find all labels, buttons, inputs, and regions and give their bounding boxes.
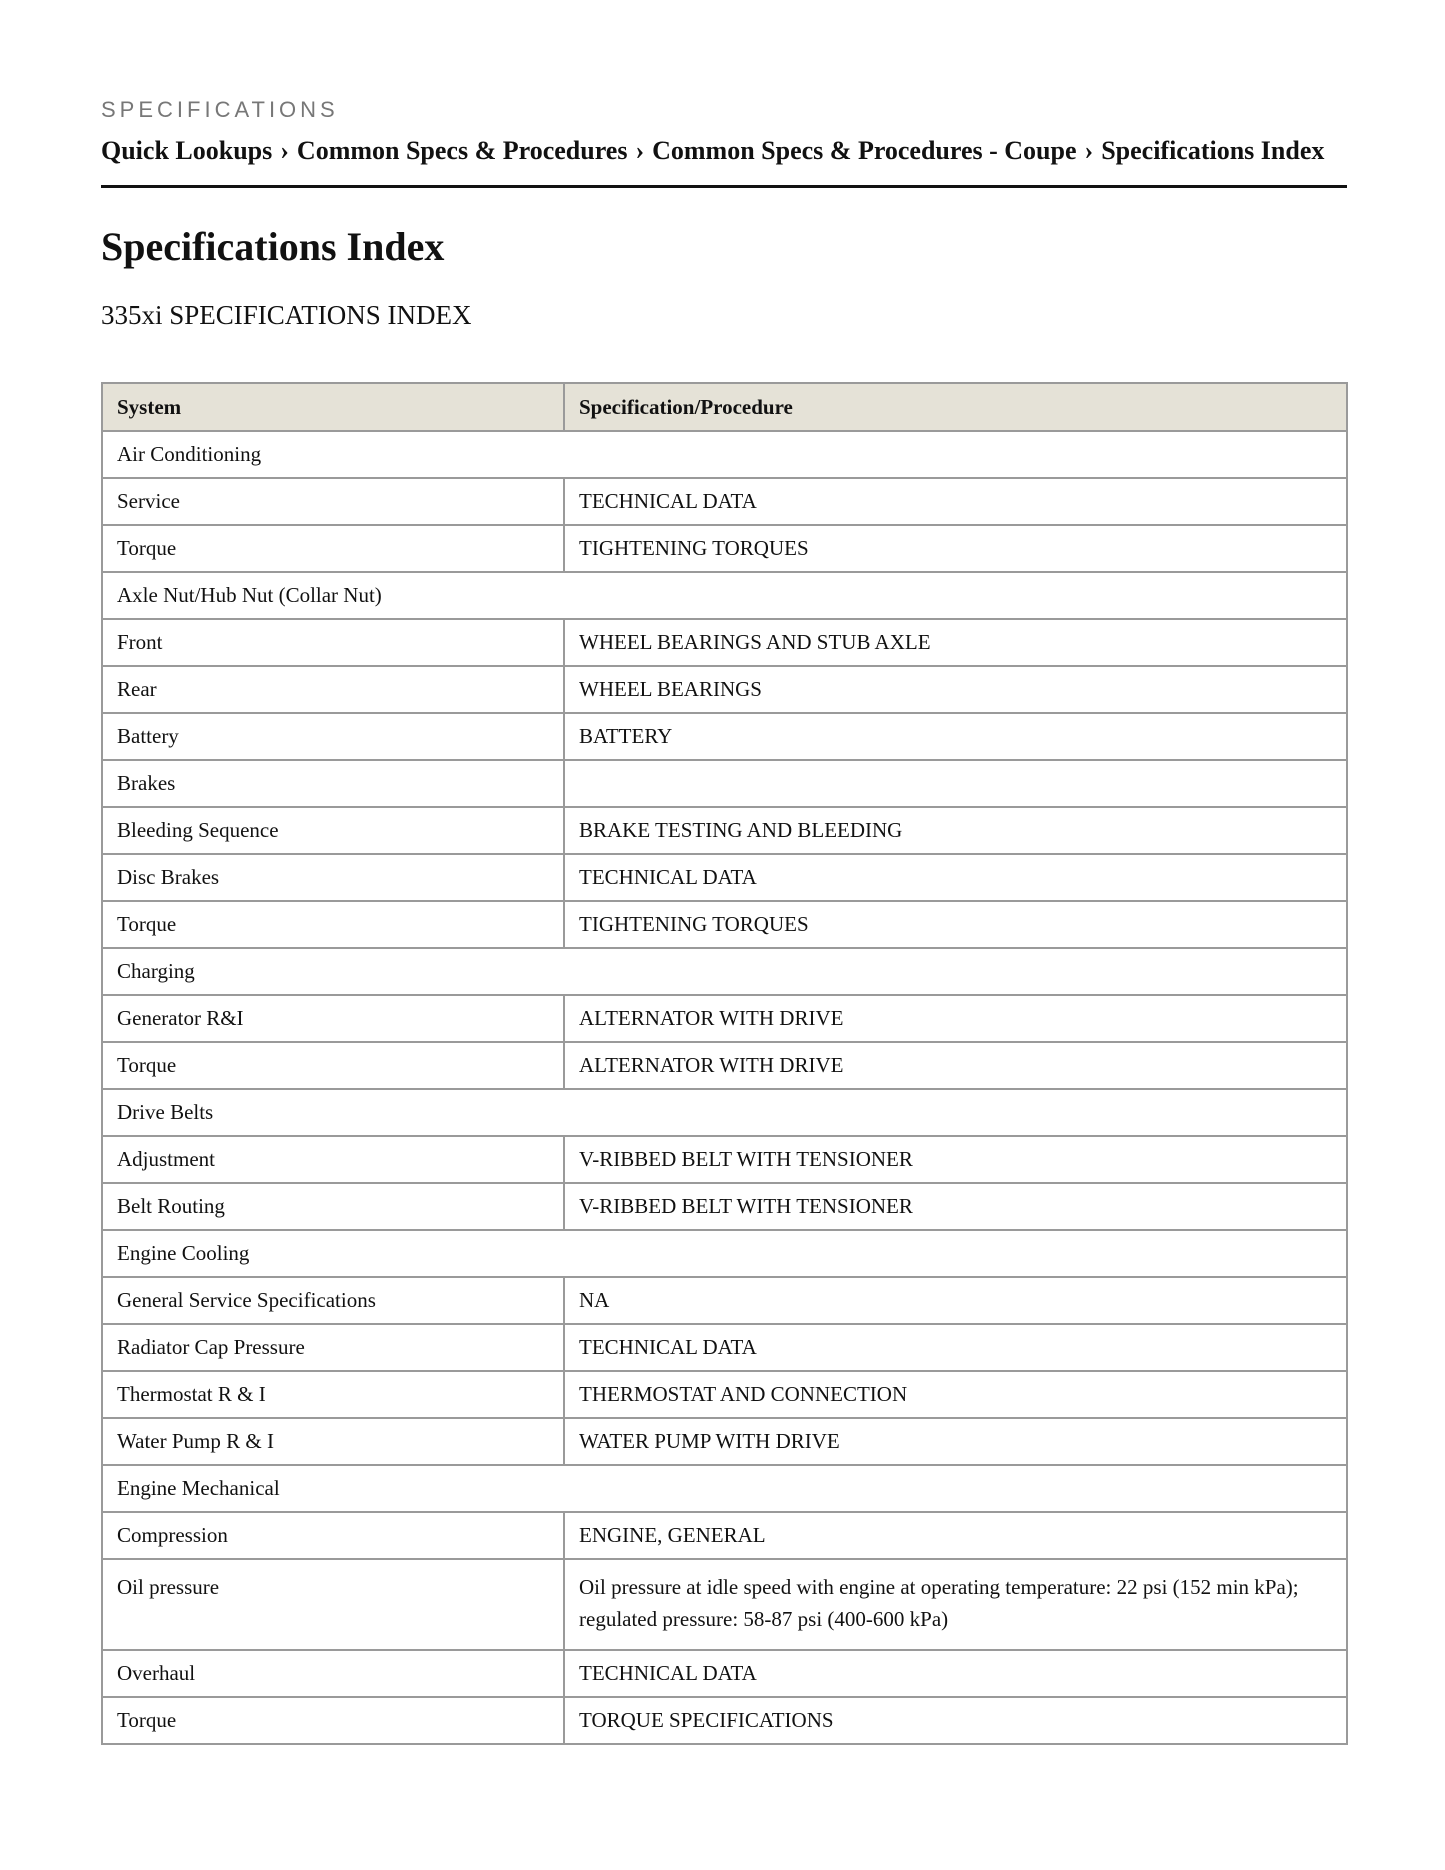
specification-link[interactable]: TECHNICAL DATA <box>579 1335 757 1359</box>
specification-cell <box>564 1371 1347 1418</box>
system-cell: Battery <box>102 713 564 760</box>
table-row <box>102 1277 1347 1324</box>
table-row <box>102 525 1347 572</box>
page <box>101 95 1347 1745</box>
table-row <box>102 901 1347 948</box>
system-cell: Front <box>102 619 564 666</box>
table-row <box>102 995 1347 1042</box>
system-cell: Rear <box>102 666 564 713</box>
breadcrumb-separator: › <box>280 136 289 165</box>
table-group-row <box>102 948 1347 995</box>
specification-link[interactable]: V-RIBBED BELT WITH TENSIONER <box>579 1194 913 1218</box>
specification-link[interactable]: ALTERNATOR WITH DRIVE <box>579 1053 844 1077</box>
table-group-row <box>102 572 1347 619</box>
specification-link[interactable]: NA <box>579 1288 610 1312</box>
table-row <box>102 1697 1347 1744</box>
table-row <box>102 1042 1347 1089</box>
table-row <box>102 1324 1347 1371</box>
table-group-row <box>102 1465 1347 1512</box>
table-row <box>102 1559 1347 1650</box>
specification-link[interactable]: BATTERY <box>579 724 673 748</box>
column-header-system: System <box>102 383 564 431</box>
table-row <box>102 1183 1347 1230</box>
table-row <box>102 713 1347 760</box>
breadcrumb-common-specs-coupe[interactable]: Common Specs & Procedures - Coupe <box>652 136 1077 165</box>
table-row <box>102 1136 1347 1183</box>
system-cell: Thermostat R & I <box>102 1371 564 1418</box>
system-cell: Disc Brakes <box>102 854 564 901</box>
system-group-cell: Engine Mechanical <box>102 1465 1347 1512</box>
table-row <box>102 1650 1347 1697</box>
specification-link[interactable]: TECHNICAL DATA <box>579 489 757 513</box>
specification-link[interactable]: TORQUE SPECIFICATIONS <box>579 1708 834 1732</box>
specification-link[interactable]: TIGHTENING TORQUES <box>579 536 809 560</box>
table-row <box>102 478 1347 525</box>
table-row <box>102 760 1347 807</box>
specification-cell <box>564 619 1347 666</box>
system-cell: Generator R&I <box>102 995 564 1042</box>
system-cell: Torque <box>102 1697 564 1744</box>
system-cell: Compression <box>102 1512 564 1559</box>
system-cell: Oil pressure <box>102 1559 564 1650</box>
specification-cell <box>564 854 1347 901</box>
breadcrumb <box>101 134 1347 188</box>
system-group-cell: Drive Belts <box>102 1089 1347 1136</box>
system-cell: Service <box>102 478 564 525</box>
specification-cell <box>564 901 1347 948</box>
specification-link[interactable]: TECHNICAL DATA <box>579 865 757 889</box>
specification-link[interactable]: ENGINE, GENERAL <box>579 1523 766 1547</box>
table-body <box>102 431 1347 1744</box>
table-group-row <box>102 1230 1347 1277</box>
column-header-specification: Specification/Procedure <box>564 383 1347 431</box>
specification-link[interactable]: THERMOSTAT AND CONNECTION <box>579 1382 908 1406</box>
system-group-cell: Charging <box>102 948 1347 995</box>
specification-link[interactable]: WATER PUMP WITH DRIVE <box>579 1429 840 1453</box>
specification-link[interactable]: ALTERNATOR WITH DRIVE <box>579 1006 844 1030</box>
specification-cell <box>564 1183 1347 1230</box>
specification-cell <box>564 1136 1347 1183</box>
table-row <box>102 1512 1347 1559</box>
specification-link[interactable]: TIGHTENING TORQUES <box>579 912 809 936</box>
system-cell: Belt Routing <box>102 1183 564 1230</box>
specification-link[interactable]: TECHNICAL DATA <box>579 1661 757 1685</box>
system-cell: Water Pump R & I <box>102 1418 564 1465</box>
table-row <box>102 666 1347 713</box>
specification-link[interactable]: Oil pressure at idle speed with engine at operating temperature: 22 psi (152 min kPa); regulated pressure: 58-87 psi (400-600 kPa) <box>579 1575 1299 1631</box>
system-cell: General Service Specifications <box>102 1277 564 1324</box>
table-group-row <box>102 431 1347 478</box>
specification-link[interactable]: BRAKE TESTING AND BLEEDING <box>579 818 903 842</box>
specification-cell <box>564 1697 1347 1744</box>
specification-cell <box>564 1418 1347 1465</box>
page-subtitle: 335xi SPECIFICATIONS INDEX <box>101 300 472 330</box>
specification-cell <box>564 1512 1347 1559</box>
system-group-cell: Air Conditioning <box>102 431 1347 478</box>
system-cell: Torque <box>102 901 564 948</box>
table-row <box>102 854 1347 901</box>
system-cell: Adjustment <box>102 1136 564 1183</box>
breadcrumb-quick-lookups[interactable]: Quick Lookups <box>101 136 273 165</box>
system-cell: Torque <box>102 525 564 572</box>
system-cell: Brakes <box>102 760 564 807</box>
specification-link[interactable]: WHEEL BEARINGS AND STUB AXLE <box>579 630 931 654</box>
table-header-row <box>102 383 1347 431</box>
system-group-cell: Engine Cooling <box>102 1230 1347 1277</box>
specification-link[interactable]: WHEEL BEARINGS <box>579 677 762 701</box>
breadcrumb-specifications-index[interactable]: Specifications Index <box>1101 136 1325 165</box>
specification-cell <box>564 1042 1347 1089</box>
specification-cell <box>564 478 1347 525</box>
system-cell: Bleeding Sequence <box>102 807 564 854</box>
system-group-cell: Axle Nut/Hub Nut (Collar Nut) <box>102 572 1347 619</box>
breadcrumb-common-specs[interactable]: Common Specs & Procedures <box>296 136 628 165</box>
page-title: Specifications Index <box>101 224 445 269</box>
specification-link[interactable]: V-RIBBED BELT WITH TENSIONER <box>579 1147 913 1171</box>
specification-cell <box>564 525 1347 572</box>
specification-cell <box>564 995 1347 1042</box>
specification-cell <box>564 1559 1347 1650</box>
breadcrumb-separator: › <box>635 136 645 165</box>
specification-cell-empty <box>564 760 1347 807</box>
system-cell: Radiator Cap Pressure <box>102 1324 564 1371</box>
section-eyebrow: SPECIFICATIONS <box>101 97 339 122</box>
specification-cell <box>564 1324 1347 1371</box>
specification-cell <box>564 807 1347 854</box>
specification-cell <box>564 713 1347 760</box>
system-cell: Overhaul <box>102 1650 564 1697</box>
specification-cell <box>564 1650 1347 1697</box>
system-cell: Torque <box>102 1042 564 1089</box>
table-row <box>102 807 1347 854</box>
breadcrumb-separator: › <box>1084 136 1094 165</box>
specification-cell <box>564 1277 1347 1324</box>
specification-cell <box>564 666 1347 713</box>
specifications-table <box>101 382 1348 1745</box>
table-row <box>102 619 1347 666</box>
table-row <box>102 1371 1347 1418</box>
table-group-row <box>102 1089 1347 1136</box>
table-row <box>102 1418 1347 1465</box>
